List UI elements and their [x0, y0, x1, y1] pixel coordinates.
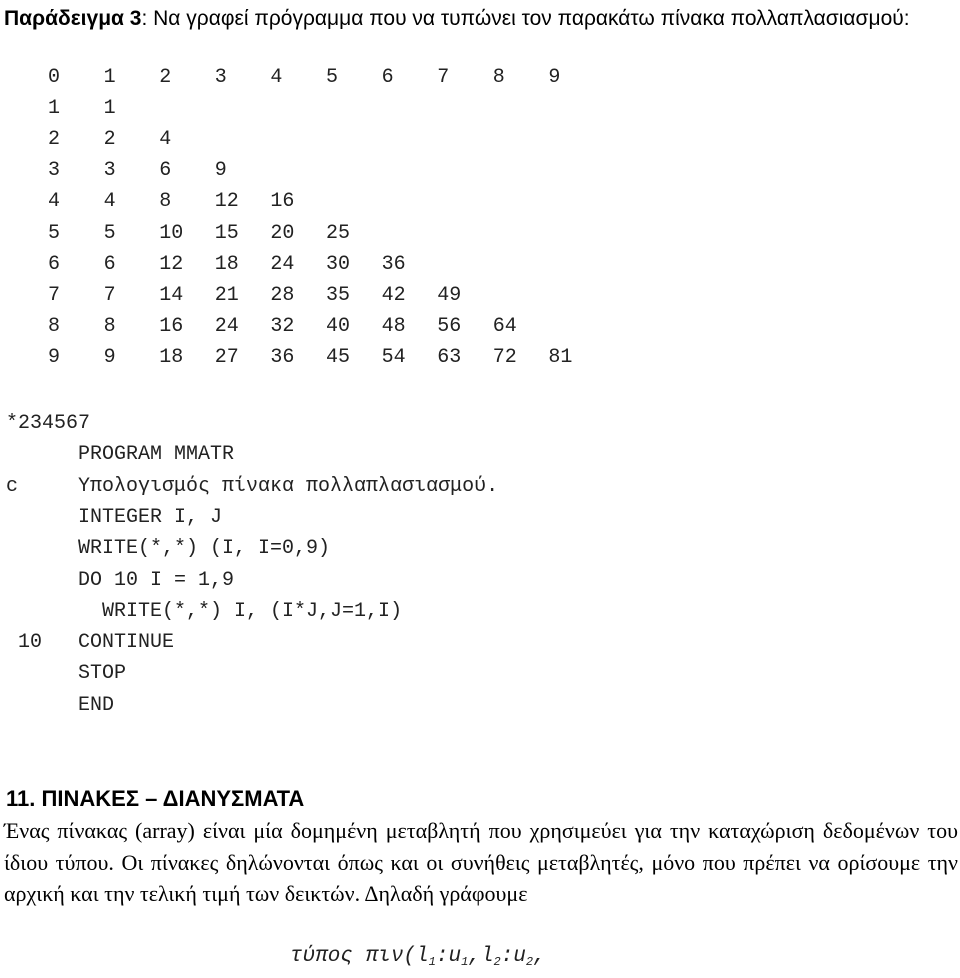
table-cell: 7: [103, 283, 116, 307]
table-cell: 63: [437, 345, 462, 369]
table-cell: 4: [270, 66, 283, 89]
formula-u2: u: [513, 945, 526, 968]
table-cell: 7: [48, 283, 61, 307]
table-cell: 21: [214, 283, 239, 307]
table-cell: 4: [159, 128, 172, 152]
table-row: [0, 342, 600, 373]
table-cell: 45: [326, 345, 351, 369]
table-cell: 16: [159, 314, 184, 338]
table-cell: 3: [103, 159, 116, 183]
table-cell: 9: [103, 345, 116, 369]
table-cell: 8: [48, 314, 61, 338]
formula-u2-sub: 2: [525, 955, 534, 969]
formula-l1: l: [416, 945, 429, 968]
table-cell: 24: [214, 314, 239, 338]
table-row: [0, 249, 600, 280]
table-cell: 16: [270, 190, 295, 214]
code-line: INTEGER I, J: [6, 505, 223, 529]
formula-l1-sub: 1: [428, 955, 436, 969]
table-row: [0, 124, 600, 155]
table-row: [0, 311, 600, 342]
table-row: [0, 280, 600, 311]
table-cell: 1: [48, 97, 61, 121]
table-cell: 5: [326, 66, 339, 89]
code-line: WRITE(*,*) I, (I*J,J=1,I): [6, 599, 403, 623]
example-intro: [4, 3, 954, 34]
formula-colon2: :: [500, 945, 514, 968]
example-text: : Να γραφεί πρόγραμμα που να τυπώνει τον παρακάτω πίνακα πολλαπλασιασμού:: [141, 7, 910, 30]
table-cell: 36: [381, 252, 406, 276]
table-cell: 8: [103, 314, 116, 338]
table-cell: 42: [381, 283, 406, 307]
table-cell: 6: [381, 66, 394, 89]
table-cell: 20: [270, 221, 295, 245]
code-line: END: [6, 693, 115, 717]
table-cell: 5: [103, 221, 116, 245]
table-cell: 0: [48, 66, 61, 89]
formula-colon1: :: [435, 945, 449, 968]
code-line: PROGRAM MMATR: [6, 443, 235, 467]
table-cell: 6: [48, 252, 61, 276]
table-cell: 7: [437, 66, 450, 89]
table-cell: 18: [159, 345, 184, 369]
table-cell: 12: [214, 190, 239, 214]
formula-comma2: ,: [533, 945, 546, 968]
table-cell: 64: [492, 314, 517, 338]
table-cell: 8: [159, 190, 172, 214]
table-cell: 30: [326, 252, 351, 276]
table-cell: 9: [48, 345, 61, 369]
code-line: DO 10 I = 1,9: [6, 568, 235, 592]
table-cell: 12: [159, 252, 184, 276]
table-row: [0, 62, 600, 93]
table-cell: 4: [103, 190, 116, 214]
code-line: c Υπολογισμός πίνακα πολλαπλασιασμού.: [6, 474, 499, 498]
table-cell: 2: [48, 128, 61, 152]
code-line: WRITE(*,*) (I, I=0,9): [6, 537, 331, 561]
table-cell: 48: [381, 314, 406, 338]
code-line: STOP: [6, 662, 127, 686]
section-heading: 11. ΠΙΝΑΚΕΣ – ΔΙΑΝΥΣΜΑΤΑ: [6, 786, 305, 811]
table-cell: 24: [270, 252, 295, 276]
table-cell: 4: [48, 190, 61, 214]
table-cell: 15: [214, 221, 239, 245]
formula-u1-sub: 1: [461, 955, 469, 969]
table-cell: 49: [437, 283, 462, 307]
formula-u1: u: [448, 945, 462, 968]
formula-l2: l: [480, 945, 494, 968]
code-line: 10 CONTINUE: [6, 631, 175, 655]
table-cell: 14: [159, 283, 184, 307]
example-label: Παράδειγμα 3: [4, 7, 142, 30]
table-cell: 1: [103, 66, 116, 89]
formula-comma1: ,: [468, 945, 481, 968]
table-cell: 2: [103, 128, 116, 152]
table-row: [0, 155, 600, 186]
section-paragraph: Ένας πίνακας (array) είναι μία δομημένη μεταβλητή που χρησιμεύει για την καταχώριση δεδομένων του ίδιου τύπου. Οι πίνακες δηλώνονται όπως και οι συνήθεις μεταβλητές, μόνο που πρέπει να ορίσουμε την αρχική και την τελική τιμή των δεικτών. Δηλαδή γράφουμε: [4, 818, 958, 906]
table-cell: 36: [270, 345, 295, 369]
table-cell: 40: [326, 314, 351, 338]
table-row: [0, 218, 600, 249]
formula-l2-sub: 2: [493, 955, 501, 969]
table-cell: 35: [326, 283, 351, 307]
table-cell: 27: [214, 345, 239, 369]
table-cell: 8: [492, 66, 505, 89]
table-cell: 28: [270, 283, 295, 307]
table-cell: 6: [159, 159, 172, 183]
code-line: *234567: [6, 412, 91, 435]
formula-prefix: τύπος πιν(: [290, 945, 417, 968]
table-cell: 32: [270, 314, 295, 338]
table-cell: 2: [159, 66, 172, 89]
table-cell: 9: [548, 66, 561, 89]
table-cell: 56: [437, 314, 462, 338]
table-row: [0, 186, 600, 217]
table-cell: 9: [214, 159, 227, 183]
table-cell: 25: [326, 221, 351, 245]
table-cell: 18: [214, 252, 239, 276]
table-cell: 81: [548, 345, 573, 369]
table-cell: 5: [48, 221, 61, 245]
table-cell: 1: [103, 97, 116, 121]
table-cell: 72: [492, 345, 517, 369]
array-declaration-formula: [290, 941, 546, 978]
table-cell: 10: [159, 221, 184, 245]
table-cell: 3: [48, 159, 61, 183]
table-cell: 54: [381, 345, 406, 369]
table-cell: 6: [103, 252, 116, 276]
table-row: [0, 93, 600, 124]
table-cell: 3: [214, 66, 227, 89]
